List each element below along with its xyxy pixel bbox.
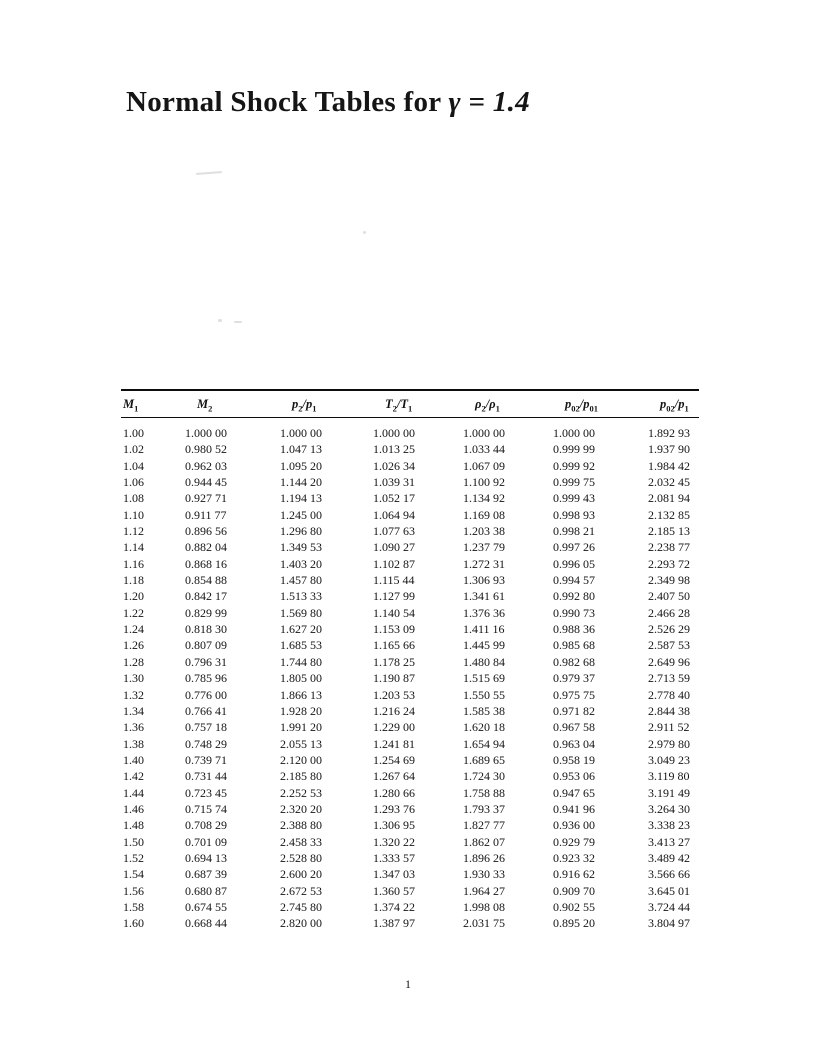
table-row (121, 621, 699, 637)
table-cell: 1.40 (123, 752, 144, 767)
table-cell: 1.480 84 (463, 654, 505, 669)
table-cell: 3.338 23 (648, 818, 690, 833)
table-cell: 0.687 39 (185, 867, 227, 882)
page-number: 1 (405, 977, 411, 991)
table-body (121, 418, 699, 932)
table-row (121, 418, 699, 442)
table-cell: 1.744 80 (280, 654, 322, 669)
table-row (121, 458, 699, 474)
table-row (121, 899, 699, 915)
table-cell: 3.191 49 (648, 785, 690, 800)
table-cell: 1.095 20 (280, 458, 322, 473)
table-cell: 1.866 13 (280, 687, 322, 702)
table-row (121, 539, 699, 555)
table-cell: 1.376 36 (463, 605, 505, 620)
table-row (121, 441, 699, 457)
table-cell: 2.320 20 (280, 801, 322, 816)
table-cell: 2.820 00 (280, 916, 322, 931)
table-cell: 0.807 09 (185, 638, 227, 653)
table-cell: 1.403 20 (280, 556, 322, 571)
table-cell: 2.458 33 (280, 834, 322, 849)
table-cell: 1.515 69 (463, 671, 505, 686)
table-cell: 1.000 00 (185, 426, 227, 440)
table-cell: 2.911 52 (648, 720, 690, 735)
table-cell: 1.178 25 (373, 654, 415, 669)
table-cell: 3.566 66 (648, 867, 690, 882)
table-cell: 1.194 13 (280, 491, 322, 506)
column-header: $\rho_2/\rho_1$ (463, 390, 553, 418)
table-row (121, 834, 699, 850)
table-cell: 1.26 (123, 638, 144, 653)
table-cell: 0.999 43 (553, 491, 595, 506)
table-cell: 1.28 (123, 654, 144, 669)
table-row (121, 637, 699, 653)
table-row (121, 915, 699, 931)
table-cell: 1.047 13 (280, 442, 322, 457)
table-cell: 0.731 44 (185, 769, 227, 784)
table-row (121, 883, 699, 899)
table-cell: 0.998 93 (553, 507, 595, 522)
table-cell: 0.994 57 (553, 573, 595, 588)
table-cell: 0.829 99 (185, 605, 227, 620)
table-cell: 1.22 (123, 605, 144, 620)
column-header: $p_{02}/p_{01}$ (553, 390, 648, 418)
table-cell: 0.895 20 (553, 916, 595, 931)
table-cell: 1.411 16 (463, 622, 505, 637)
table-cell: 1.06 (123, 475, 144, 490)
table-cell: 2.587 53 (648, 638, 690, 653)
table-cell: 1.033 44 (463, 442, 505, 457)
table-cell: 0.680 87 (185, 883, 227, 898)
table-cell: 1.144 20 (280, 475, 322, 490)
table-cell: 1.241 81 (373, 736, 415, 751)
table-cell: 0.842 17 (185, 589, 227, 604)
table-cell: 1.60 (123, 916, 144, 931)
table-cell: 1.203 38 (463, 524, 505, 539)
table-cell: 2.979 80 (648, 736, 690, 751)
table-cell: 2.238 77 (648, 540, 690, 555)
table-header-row (121, 390, 699, 418)
table-cell: 0.967 58 (553, 720, 595, 735)
table-cell: 2.672 53 (280, 883, 322, 898)
table-cell: 1.862 07 (463, 834, 505, 849)
table-cell: 3.264 30 (648, 801, 690, 816)
table-cell: 0.929 79 (553, 834, 595, 849)
table-cell: 1.04 (123, 458, 144, 473)
table-cell: 1.892 93 (648, 426, 690, 440)
table-cell: 0.990 73 (553, 605, 595, 620)
table-cell: 1.16 (123, 556, 144, 571)
table-cell: 3.724 44 (648, 899, 690, 914)
table-cell: 1.18 (123, 573, 144, 588)
table-cell: 2.778 40 (648, 687, 690, 702)
table-cell: 1.50 (123, 834, 144, 849)
table-cell: 2.252 53 (280, 785, 322, 800)
table-cell: 1.387 97 (373, 916, 415, 931)
page-title-math: γ = 1.4 (448, 86, 530, 118)
table-cell: 3.645 01 (648, 883, 690, 898)
table-cell: 1.000 00 (553, 426, 595, 440)
table-cell: 1.54 (123, 867, 144, 882)
table-cell: 3.489 42 (648, 850, 690, 865)
table-cell: 1.620 18 (463, 720, 505, 735)
table-cell: 1.102 87 (373, 556, 415, 571)
table-cell: 2.185 13 (648, 524, 690, 539)
table-cell: 1.52 (123, 850, 144, 865)
table-cell: 2.055 13 (280, 736, 322, 751)
table-row (121, 785, 699, 801)
table-cell: 1.153 09 (373, 622, 415, 637)
table-cell: 2.032 45 (648, 475, 690, 490)
table-cell: 2.649 96 (648, 654, 690, 669)
table-cell: 0.909 70 (553, 883, 595, 898)
table-cell: 0.916 62 (553, 867, 595, 882)
table-cell: 1.190 87 (373, 671, 415, 686)
scan-artifact (196, 171, 222, 175)
table-cell: 0.748 29 (185, 736, 227, 751)
table-head (121, 390, 699, 418)
table-cell: 1.039 31 (373, 475, 415, 490)
table-row (121, 866, 699, 882)
table-cell: 1.724 30 (463, 769, 505, 784)
table-cell: 1.165 66 (373, 638, 415, 653)
table-cell: 0.936 00 (553, 818, 595, 833)
table-cell: 0.896 56 (185, 524, 227, 539)
table-cell: 0.723 45 (185, 785, 227, 800)
table-row (121, 736, 699, 752)
table-row (121, 801, 699, 817)
table-cell: 1.026 34 (373, 458, 415, 473)
table-cell: 1.964 27 (463, 883, 505, 898)
table-cell: 1.34 (123, 703, 144, 718)
table-cell: 1.550 55 (463, 687, 505, 702)
table-row (121, 719, 699, 735)
table-cell: 0.739 71 (185, 752, 227, 767)
table-row (121, 703, 699, 719)
table-cell: 3.413 27 (648, 834, 690, 849)
table-cell: 0.999 75 (553, 475, 595, 490)
table-cell: 0.998 21 (553, 524, 595, 539)
table-cell: 0.796 31 (185, 654, 227, 669)
table-cell: 0.785 96 (185, 671, 227, 686)
table-cell: 1.374 22 (373, 899, 415, 914)
table-cell: 2.844 38 (648, 703, 690, 718)
table-cell: 1.827 77 (463, 818, 505, 833)
table-cell: 0.868 16 (185, 556, 227, 571)
table-cell: 1.928 20 (280, 703, 322, 718)
page-title (126, 86, 530, 119)
table-cell: 1.229 00 (373, 720, 415, 735)
table-cell: 1.569 80 (280, 605, 322, 620)
table-cell: 0.980 52 (185, 442, 227, 457)
table-cell: 2.349 98 (648, 573, 690, 588)
table-cell: 0.958 19 (553, 752, 595, 767)
table-cell: 0.668 44 (185, 916, 227, 931)
table-cell: 1.02 (123, 442, 144, 457)
column-header: $M_2$ (185, 390, 280, 418)
table-cell: 2.185 80 (280, 769, 322, 784)
table-cell: 1.320 22 (373, 834, 415, 849)
table-cell: 1.169 08 (463, 507, 505, 522)
table-cell: 1.14 (123, 540, 144, 555)
table-cell: 0.962 03 (185, 458, 227, 473)
table-cell: 0.708 29 (185, 818, 227, 833)
table-cell: 0.982 68 (553, 654, 595, 669)
table-cell: 0.674 55 (185, 899, 227, 914)
table-cell: 1.457 80 (280, 573, 322, 588)
table-cell: 1.08 (123, 491, 144, 506)
table-row (121, 850, 699, 866)
table-cell: 1.306 95 (373, 818, 415, 833)
scan-artifact (234, 321, 242, 323)
table-cell: 0.985 68 (553, 638, 595, 653)
table-cell: 2.031 75 (463, 916, 505, 931)
table-cell: 1.805 00 (280, 671, 322, 686)
table-cell: 1.689 65 (463, 752, 505, 767)
table-cell: 2.132 85 (648, 507, 690, 522)
table-cell: 1.272 31 (463, 556, 505, 571)
table-cell: 1.30 (123, 671, 144, 686)
table-cell: 1.585 38 (463, 703, 505, 718)
table-row (121, 768, 699, 784)
table-cell: 0.971 82 (553, 703, 595, 718)
table-row (121, 654, 699, 670)
table-row (121, 752, 699, 768)
table-cell: 1.090 27 (373, 540, 415, 555)
table-cell: 2.081 94 (648, 491, 690, 506)
table-cell: 1.216 24 (373, 703, 415, 718)
scan-artifact (218, 319, 222, 322)
table-row (121, 556, 699, 572)
table-cell: 0.996 05 (553, 556, 595, 571)
table-cell: 0.963 04 (553, 736, 595, 751)
table-cell: 0.854 88 (185, 573, 227, 588)
column-header: $T_2/T_1$ (373, 390, 463, 418)
table-cell: 1.237 79 (463, 540, 505, 555)
table-cell: 1.077 63 (373, 524, 415, 539)
scan-artifact (363, 231, 366, 234)
table-cell: 0.927 71 (185, 491, 227, 506)
table-cell: 1.347 03 (373, 867, 415, 882)
table-cell: 0.766 41 (185, 703, 227, 718)
table-cell: 1.067 09 (463, 458, 505, 473)
table-cell: 3.119 80 (648, 769, 690, 784)
table-cell: 1.296 80 (280, 524, 322, 539)
table-cell: 1.254 69 (373, 752, 415, 767)
table-cell: 1.56 (123, 883, 144, 898)
table-cell: 1.32 (123, 687, 144, 702)
table-cell: 3.804 97 (648, 916, 690, 931)
table-cell: 1.20 (123, 589, 144, 604)
table-cell: 0.988 36 (553, 622, 595, 637)
table-cell: 1.984 42 (648, 458, 690, 473)
table-cell: 0.992 80 (553, 589, 595, 604)
table-cell: 1.38 (123, 736, 144, 751)
table-cell: 1.134 92 (463, 491, 505, 506)
table-cell: 0.923 32 (553, 850, 595, 865)
page-title-text: Normal Shock Tables for (126, 86, 449, 118)
table-cell: 0.975 75 (553, 687, 595, 702)
table-cell: 1.341 61 (463, 589, 505, 604)
table-cell: 0.997 26 (553, 540, 595, 555)
table-cell: 1.654 94 (463, 736, 505, 751)
table-cell: 2.745 80 (280, 899, 322, 914)
table-cell: 0.818 30 (185, 622, 227, 637)
table-cell: 1.349 53 (280, 540, 322, 555)
table-cell: 1.12 (123, 524, 144, 539)
table-cell: 3.049 23 (648, 752, 690, 767)
table-cell: 1.306 93 (463, 573, 505, 588)
table-cell: 1.127 99 (373, 589, 415, 604)
table-row (121, 817, 699, 833)
table-cell: 2.528 80 (280, 850, 322, 865)
table-cell: 1.930 33 (463, 867, 505, 882)
table-cell: 0.999 99 (553, 442, 595, 457)
table-cell: 2.526 29 (648, 622, 690, 637)
table-row (121, 507, 699, 523)
table-cell: 1.24 (123, 622, 144, 637)
table-cell: 1.203 53 (373, 687, 415, 702)
table-cell: 1.013 25 (373, 442, 415, 457)
table-cell: 1.44 (123, 785, 144, 800)
normal-shock-table (121, 389, 699, 932)
table-cell: 1.360 57 (373, 883, 415, 898)
table-cell: 1.445 99 (463, 638, 505, 653)
table-row (121, 490, 699, 506)
table-cell: 1.000 00 (463, 426, 505, 440)
table-cell: 1.052 17 (373, 491, 415, 506)
table-row (121, 523, 699, 539)
table-cell: 0.715 74 (185, 801, 227, 816)
table-cell: 1.991 20 (280, 720, 322, 735)
table-row (121, 588, 699, 604)
table-cell: 1.280 66 (373, 785, 415, 800)
table-cell: 1.48 (123, 818, 144, 833)
table-cell: 0.953 06 (553, 769, 595, 784)
column-header: $p_2/p_1$ (280, 390, 373, 418)
table-cell: 1.36 (123, 720, 144, 735)
table-cell: 1.293 76 (373, 801, 415, 816)
column-header: $p_{02}/p_1$ (648, 390, 699, 418)
table-cell: 1.896 26 (463, 850, 505, 865)
table-cell: 1.685 53 (280, 638, 322, 653)
table-cell: 1.46 (123, 801, 144, 816)
table-cell: 2.466 28 (648, 605, 690, 620)
table-cell: 0.999 92 (553, 458, 595, 473)
table-cell: 1.793 37 (463, 801, 505, 816)
table-cell: 2.600 20 (280, 867, 322, 882)
table-cell: 1.115 44 (373, 573, 415, 588)
table-cell: 1.937 90 (648, 442, 690, 457)
table-cell: 1.267 64 (373, 769, 415, 784)
table-cell: 2.407 50 (648, 589, 690, 604)
table-cell: 1.42 (123, 769, 144, 784)
table-cell: 2.120 00 (280, 752, 322, 767)
table-row (121, 687, 699, 703)
table-cell: 0.902 55 (553, 899, 595, 914)
table-cell: 1.58 (123, 899, 144, 914)
table-row (121, 474, 699, 490)
table-cell: 1.998 08 (463, 899, 505, 914)
table-cell: 0.941 96 (553, 801, 595, 816)
table-row (121, 670, 699, 686)
table-cell: 0.947 65 (553, 785, 595, 800)
table-cell: 1.140 54 (373, 605, 415, 620)
table-cell: 1.100 92 (463, 475, 505, 490)
table-cell: 2.713 59 (648, 671, 690, 686)
table-row (121, 605, 699, 621)
table-cell: 0.694 13 (185, 850, 227, 865)
table-cell: 1.10 (123, 507, 144, 522)
table-cell: 1.333 57 (373, 850, 415, 865)
table-cell: 0.911 77 (185, 507, 227, 522)
table-cell: 1.000 00 (373, 426, 415, 440)
table-cell: 0.944 45 (185, 475, 227, 490)
table-cell: 0.757 18 (185, 720, 227, 735)
column-header: $M_1$ (121, 390, 185, 418)
table-cell: 1.000 00 (280, 426, 322, 440)
table-cell: 0.882 04 (185, 540, 227, 555)
table-cell: 0.701 09 (185, 834, 227, 849)
table-row (121, 572, 699, 588)
table-cell: 1.627 20 (280, 622, 322, 637)
table-cell: 1.245 00 (280, 507, 322, 522)
table-cell: 1.513 33 (280, 589, 322, 604)
table-cell: 1.00 (123, 426, 144, 440)
table-cell: 0.979 37 (553, 671, 595, 686)
table-cell: 0.776 00 (185, 687, 227, 702)
table-cell: 2.388 80 (280, 818, 322, 833)
table-cell: 2.293 72 (648, 556, 690, 571)
table-cell: 1.064 94 (373, 507, 415, 522)
table-cell: 1.758 88 (463, 785, 505, 800)
